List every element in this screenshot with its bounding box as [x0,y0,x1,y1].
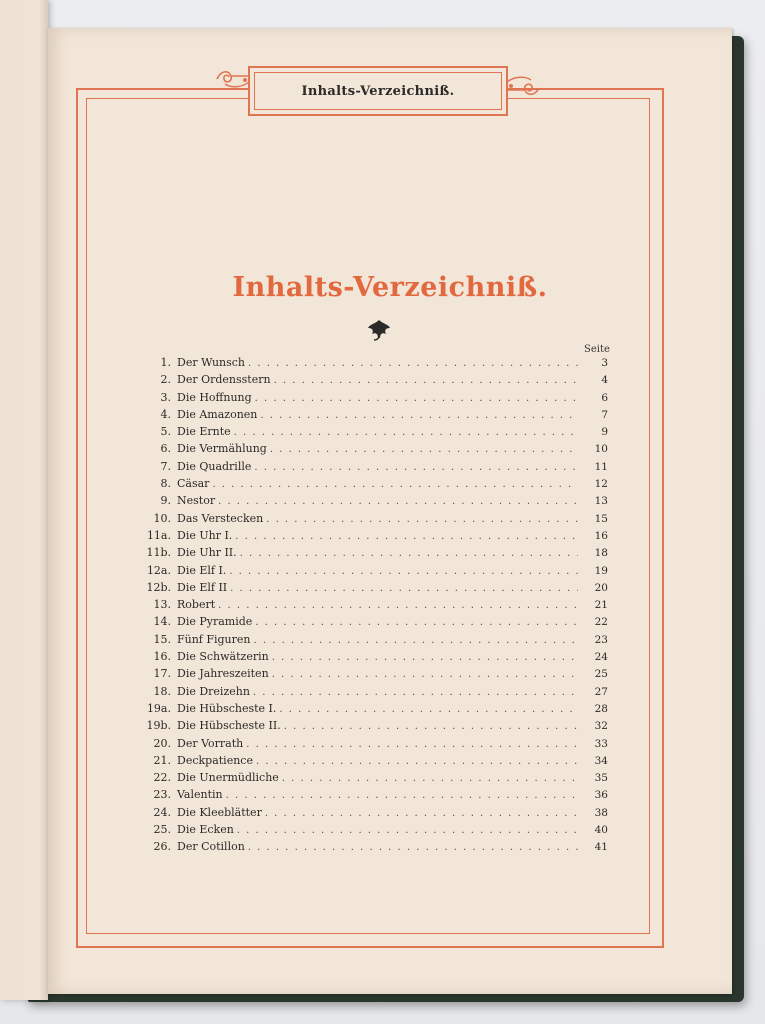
toc-entry-page: 15 [594,512,608,525]
toc-entry-page: 16 [594,529,608,542]
toc-entry [128,564,608,581]
page-column-label: Seite [584,344,610,355]
toc-entry-page: 25 [594,668,608,681]
toc-entry [128,494,608,511]
toc-entry-title: Die Ernte [177,425,231,439]
toc-entry [128,806,608,823]
toc-entry-page: 12 [594,478,608,491]
toc-entry-title: Die Uhr II. [177,546,237,560]
toc-entry [128,615,608,632]
toc-entry-page: 24 [594,651,608,664]
toc-entry-title: Robert [177,598,216,612]
toc-entry-number: 17. [153,667,171,681]
toc-entry-title: Deckpatience [177,753,253,767]
dot-leader [237,825,578,836]
toc-entry-title: Der Ordensstern [177,373,271,387]
toc-entry-page: 4 [601,374,608,387]
toc-entry [128,754,608,771]
dot-leader [218,600,578,611]
toc-entry-page: 9 [601,426,608,439]
toc-entry [128,425,608,442]
left-page-edge [0,0,48,1000]
toc-entry-number: 9. [160,494,171,508]
toc-entry-page: 19 [594,564,608,577]
toc-entry-page: 32 [594,720,608,733]
dot-leader [256,756,578,767]
toc-entry-title: Der Vorrath [177,736,244,750]
dot-leader [246,739,578,750]
running-head: Inhalts-Verzeichniß. [301,83,455,99]
toc-entry [128,408,608,425]
toc-entry [128,788,608,805]
toc-entry [128,391,608,408]
toc-entry [128,667,608,684]
toc-entry-number: 4. [160,407,171,421]
dot-leader [226,790,578,801]
toc-entry-number: 24. [153,805,171,819]
toc-entry [128,840,608,857]
dot-leader [235,531,578,542]
toc-entry-number: 2. [160,373,171,387]
toc-entry-title: Die Hoffnung [177,390,252,404]
toc-entry-number: 12b. [146,580,171,594]
toc-entry [128,373,608,390]
toc-entry [128,633,608,650]
dot-leader [254,462,578,473]
toc-entry-page: 28 [594,702,608,715]
book-page [48,28,732,994]
toc-entry-page: 40 [594,824,608,837]
toc-entry-page: 36 [594,789,608,802]
toc-entry-number: 13. [153,598,171,612]
toc-entry-title: Die Schwätzerin [177,650,269,664]
toc-entry-page: 35 [594,772,608,785]
toc-entry [128,702,608,719]
toc-entry [128,685,608,702]
dot-leader [266,514,578,525]
dot-leader [279,704,578,715]
dot-leader [254,635,579,646]
toc-entry-number: 6. [160,442,171,456]
toc-entry-page: 6 [601,391,608,404]
toc-entry-number: 22. [153,771,171,785]
toc-entry [128,719,608,736]
toc-entry-number: 8. [160,477,171,491]
toc-entry-number: 21. [153,753,171,767]
toc-entry-title: Die Uhr I. [177,528,233,542]
toc-entry-number: 20. [153,736,171,750]
toc-entry-title: Die Kleeblätter [177,805,262,819]
toc-entry-title: Das Verstecken [177,511,264,525]
dot-leader [234,427,578,438]
toc-entry-number: 10. [153,511,171,525]
dot-leader [240,548,578,559]
toc-entry-number: 11b. [146,546,171,560]
toc-entry-title: Die Elf I. [177,563,227,577]
dot-leader [284,721,578,732]
toc-entry-page: 33 [594,737,608,750]
dot-leader [248,358,578,369]
dot-leader [255,617,578,628]
dot-leader [230,583,578,594]
toc-entry [128,546,608,563]
toc-entry-number: 7. [160,459,171,473]
dot-leader [282,773,578,784]
toc-entry-number: 14. [153,615,171,629]
toc-entry-page: 41 [594,841,608,854]
toc-entry [128,737,608,754]
toc-entry-title: Fünf Figuren [177,632,251,646]
dot-leader [212,479,578,490]
toc-entry [128,477,608,494]
toc-entry [128,598,608,615]
toc-entry-number: 19a. [146,701,171,715]
toc-entry-page: 34 [594,754,608,767]
dot-leader [265,808,578,819]
toc-entry-title: Die Dreizehn [177,684,250,698]
dot-leader [253,687,578,698]
toc-entry-page: 38 [594,806,608,819]
dot-leader [260,410,578,421]
toc-entry-title: Der Wunsch [177,356,246,369]
toc-entry-page: 23 [594,633,608,646]
toc-entry-page: 13 [594,495,608,508]
toc-entry [128,356,608,373]
toc-entry-number: 11a. [146,528,171,542]
toc-entry-title: Die Elf II [177,580,228,594]
toc-entry-title: Cäsar [177,477,210,491]
toc-entry-title: Valentin [177,788,223,802]
toc-entry [128,512,608,529]
toc-entry [128,529,608,546]
toc-entry-number: 23. [153,788,171,802]
toc-entry-number: 5. [160,425,171,439]
table-of-contents [128,356,608,858]
toc-entry-title: Die Unermüdliche [177,771,279,785]
toc-entry [128,460,608,477]
toc-entry-title: Nestor [177,494,216,508]
toc-entry-number: 16. [153,650,171,664]
toc-entry-page: 10 [594,443,608,456]
toc-entry-title: Die Hübscheste II. [177,719,281,733]
toc-entry-number: 19b. [146,719,171,733]
dot-leader [270,444,578,455]
toc-entry-page: 27 [594,685,608,698]
toc-entry-number: 18. [153,684,171,698]
toc-entry-title: Die Amazonen [177,407,258,421]
toc-entry [128,442,608,459]
toc-entry-title: Die Vermählung [177,442,267,456]
toc-entry [128,650,608,667]
toc-entry-number: 12a. [146,563,171,577]
toc-entry-page: 20 [594,581,608,594]
dot-leader [248,842,578,853]
toc-entry-page: 22 [594,616,608,629]
dot-leader [255,393,578,404]
toc-entry-page: 21 [594,599,608,612]
toc-entry-page: 7 [601,408,608,421]
toc-entry-title: Die Jahreszeiten [177,667,269,681]
toc-entry [128,823,608,840]
toc-entry-title: Die Hübscheste I. [177,701,277,715]
toc-entry-number: 26. [153,840,171,854]
toc-entry-number: 1. [160,356,171,369]
toc-entry [128,771,608,788]
toc-entry-number: 3. [160,390,171,404]
toc-entry-title: Der Cotillon [177,840,245,854]
leaf-fleuron-icon [366,318,392,342]
header-plate [248,66,508,116]
dot-leader [218,496,578,507]
toc-entry-page: 3 [601,357,608,369]
toc-entry-page: 18 [594,547,608,560]
toc-entry [128,581,608,598]
toc-entry-page: 11 [594,460,608,473]
dot-leader [272,652,578,663]
page-title: Inhalts-Verzeichniß. [232,272,548,303]
dot-leader [229,566,578,577]
scroll-ornament-icon [505,74,541,100]
dot-leader [272,669,578,680]
toc-entry-number: 15. [153,632,171,646]
toc-entry-number: 25. [153,823,171,837]
toc-entry-title: Die Pyramide [177,615,253,629]
dot-leader [274,375,578,386]
scroll-ornament-icon [215,68,251,90]
toc-entry-title: Die Quadrille [177,459,252,473]
toc-entry-title: Die Ecken [177,823,234,837]
